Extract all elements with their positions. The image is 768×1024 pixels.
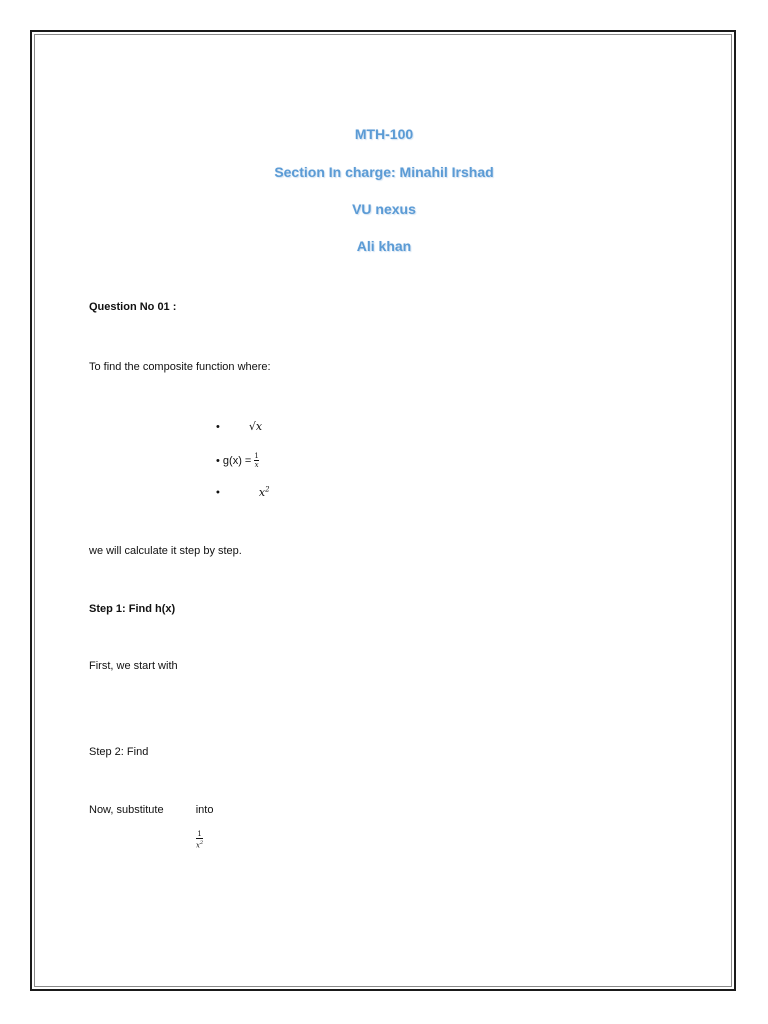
step2-heading: Step 2: Find (89, 746, 149, 758)
sqrt-x-expression: √x (248, 420, 263, 433)
bullet-dot: • (216, 421, 220, 433)
bullet-item-3 (216, 485, 270, 499)
g-of-x-prefix: g(x) = (222, 454, 255, 467)
into-text: into (195, 804, 214, 816)
intro-text: To find the composite function where: (89, 361, 271, 373)
section-in-charge: Section In charge: Minahil Irshad (274, 164, 494, 180)
step1-text: First, we start with (89, 660, 178, 672)
organization-name: VU nexus (352, 201, 416, 217)
bullet-item-1 (216, 420, 262, 433)
question-heading: Question No 01 : (89, 301, 177, 313)
calc-line: we will calculate it step by step. (89, 545, 242, 557)
substitute-text: Now, substitute (89, 804, 164, 816)
fraction-one-over-x-squared: $\frac{1}{x^2}$ (196, 830, 204, 850)
author-name: Ali khan (356, 238, 412, 254)
bullet-dot: • (216, 454, 220, 467)
bullet-item-2 (216, 453, 259, 469)
step2-text (89, 804, 213, 816)
bullet-dot: • (216, 486, 220, 499)
fraction-one-over-x: $\frac{1}{x}$ (254, 452, 259, 469)
course-title: MTH-100 (354, 126, 414, 142)
step1-heading: Step 1: Find h(x) (89, 603, 176, 615)
x-squared-expression: $x^2$ (258, 485, 270, 499)
